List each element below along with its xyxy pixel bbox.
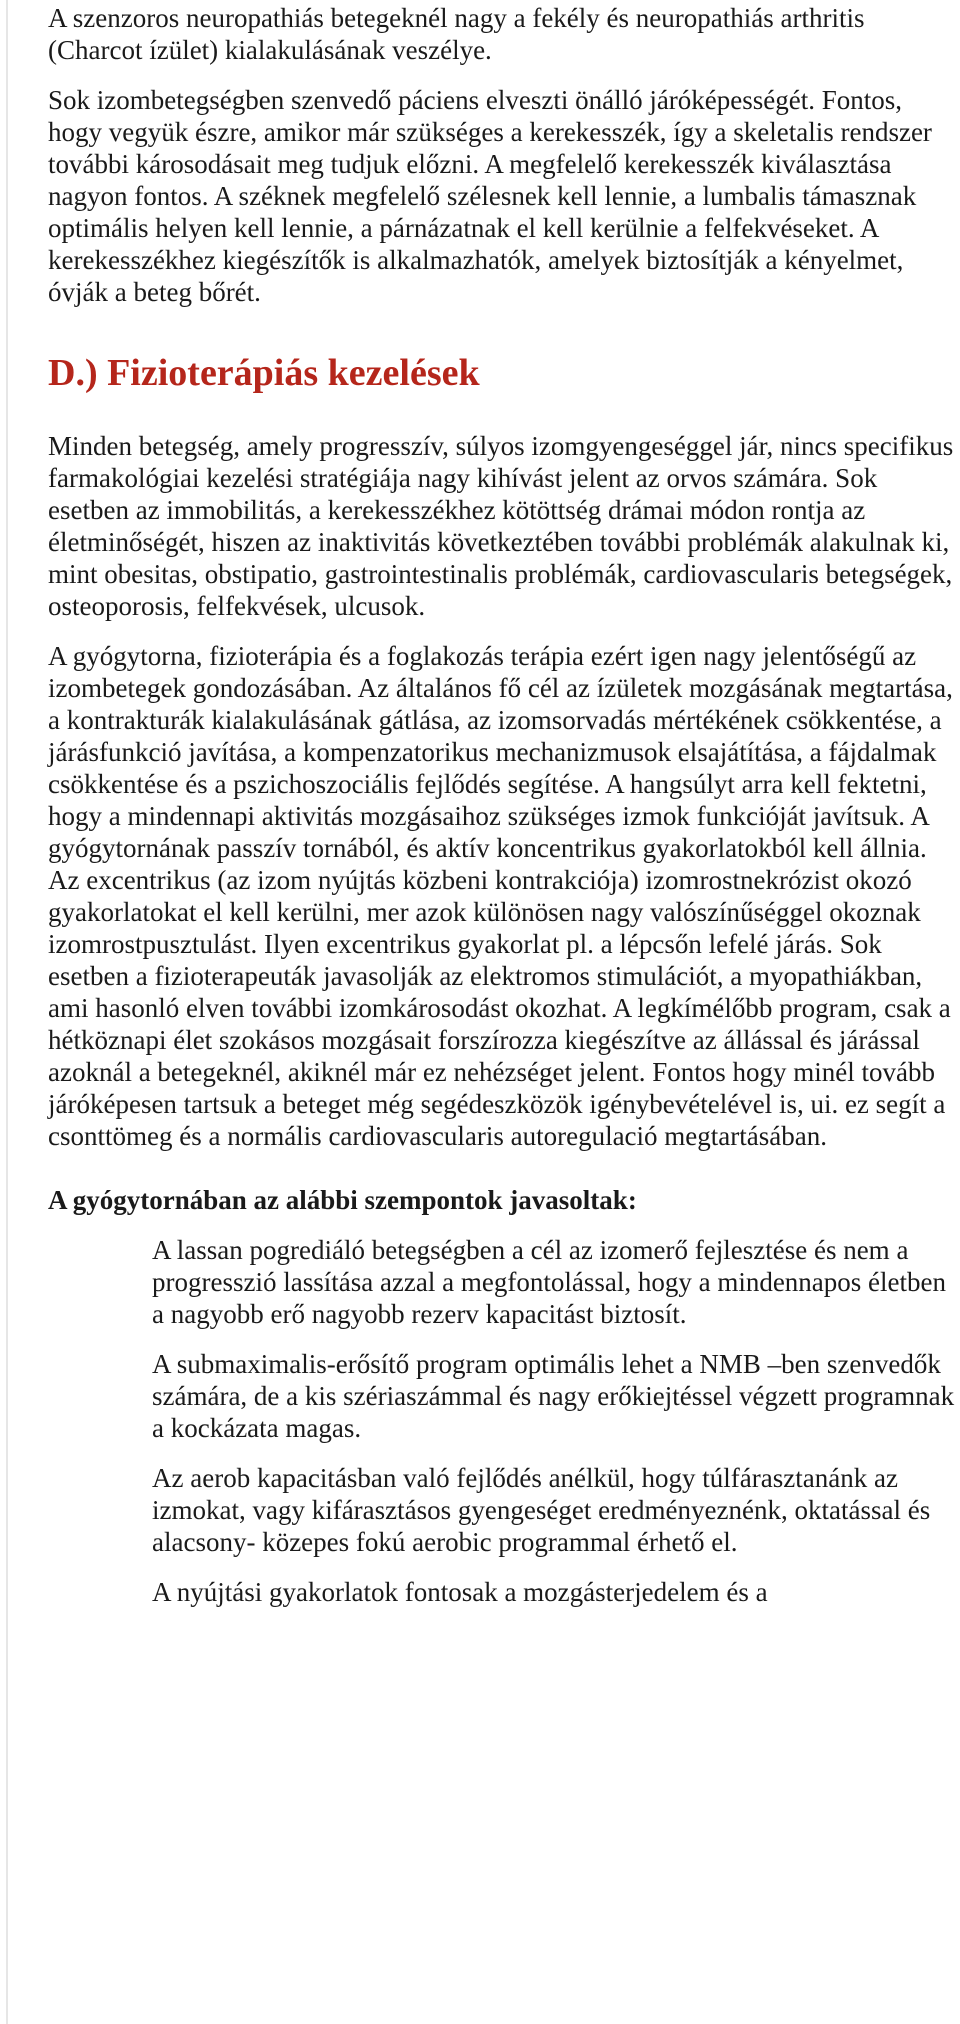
subheading-recommendations: A gyógytornában az alábbi szempontok javasoltak: xyxy=(48,1185,637,1215)
page-left-border xyxy=(6,0,8,2024)
recommendation-list xyxy=(48,1234,958,1608)
recommendation-item: A lassan pogrediáló betegségben a cél az izomerő fejlesztése és nem a progresszió lassítása azzal a megfontolással, hogy a mindennapos életben a nagyobb erő nagyobb rezerv kapacitást biztosít. xyxy=(152,1235,946,1329)
paragraph-physiotherapy-goals: A gyógytorna, fizioterápia és a foglakozás terápia ezért igen nagy jelentőségű az izombetegek gondozásában. Az általános fő cél az ízületek mozgásának megtartása, a kontrakturák kialakulásának gátlása, az izomsorvadás mértékének csökkentése, a járásfunkció javítása, a kompenzatorikus mechanizmusok elsajátítása, a fájdalmak csökkentése és a pszichoszociális fejlődés segítése. A hangsúlyt arra kell fektetni, hogy a mindennapi aktivitás mozgásaihoz szükséges izmok funkcióját javítsuk. A gyógytornának passzív tornából, és aktív koncentrikus gyakorlatokból kell állnia. Az excentrikus (az izom nyújtás közbeni kontrakciója) izomrostnekrózist okozó gyakorlatokat el kell kerülni, mer azok különösen nagy valószínűséggel okoznak izomrostpusztulást. Ilyen excentrikus gyakorlat pl. a lépcsőn lefelé járás. Sok esetben a fizioterapeuták javasolják az elektromos stimulációt, a myopathiákban, ami hasonló elven további izomkárosodást okozhat. A legkímélőbb program, csak a hétköznapi élet szokásos mozgásait forszírozza kiegészítve az állással és járással azoknál a betegeknél, akiknél már ez nehézséget jelent. Fontos hogy minél tovább járóképesen tartsuk a beteget még segédeszközök igénybevételével is, ui. ez segít a csonttömeg és a normális cardiovascularis autoregulació megtartásában. xyxy=(48,641,953,1151)
paragraph-progressive-disease: Minden betegség, amely progresszív, súlyos izomgyengeséggel jár, nincs specifikus farmakológiai kezelési stratégiája nagy kihívást jelent az orvos számára. Sok esetben az immobilitás, a kerekesszékhez kötöttség drámai módon rontja az életminőségét, hiszen az inaktivitás következtében további problémák alakulnak ki, mint obesitas, obstipatio, gastrointestinalis problémák, cardiovascularis betegségek, osteoporosis, felfekvések, ulcusok. xyxy=(48,431,954,621)
paragraph-wheelchair: Sok izombetegségben szenvedő páciens elveszti önálló járóképességét. Fontos, hogy vegyük észre, amikor már szükséges a kerekesszék, így a skeletalis rendszer további károsodásait meg tudjuk előzni. A megfelelő kerekesszék kiválasztása nagyon fontos. A széknek megfelelő szélesnek kell lennie, a lumbalis támasznak optimális helyen kell lennie, a párnázatnak el kell kerülnie a felfekvéseket. A kerekesszékhez kiegészítők is alkalmazhatók, amelyek biztosítják a kényelmet, óvják a beteg bőrét. xyxy=(48,85,932,307)
recommendation-item: A nyújtási gyakorlatok fontosak a mozgásterjedelem és a xyxy=(152,1577,768,1607)
section-heading: D.) Fizioterápiás kezelések xyxy=(48,352,480,394)
recommendation-item: A submaximalis-erősítő program optimális lehet a NMB –ben szenvedők számára, de a kis szériaszámmal és nagy erőkiejtéssel végzett programnak a kockázata magas. xyxy=(152,1349,955,1443)
document-page xyxy=(48,0,958,1608)
paragraph-charcot-risk: A szenzoros neuropathiás betegeknél nagy a fekély és neuropathiás arthritis (Charcot ízület) kialakulásának veszélye. xyxy=(48,3,865,65)
recommendation-item: Az aerob kapacitásban való fejlődés anélkül, hogy túlfárasztanánk az izmokat, vagy kifárasztásos gyengeséget eredményeznénk, oktatással és alacsony- közepes fokú aerobic programmal érhető el. xyxy=(152,1463,931,1557)
